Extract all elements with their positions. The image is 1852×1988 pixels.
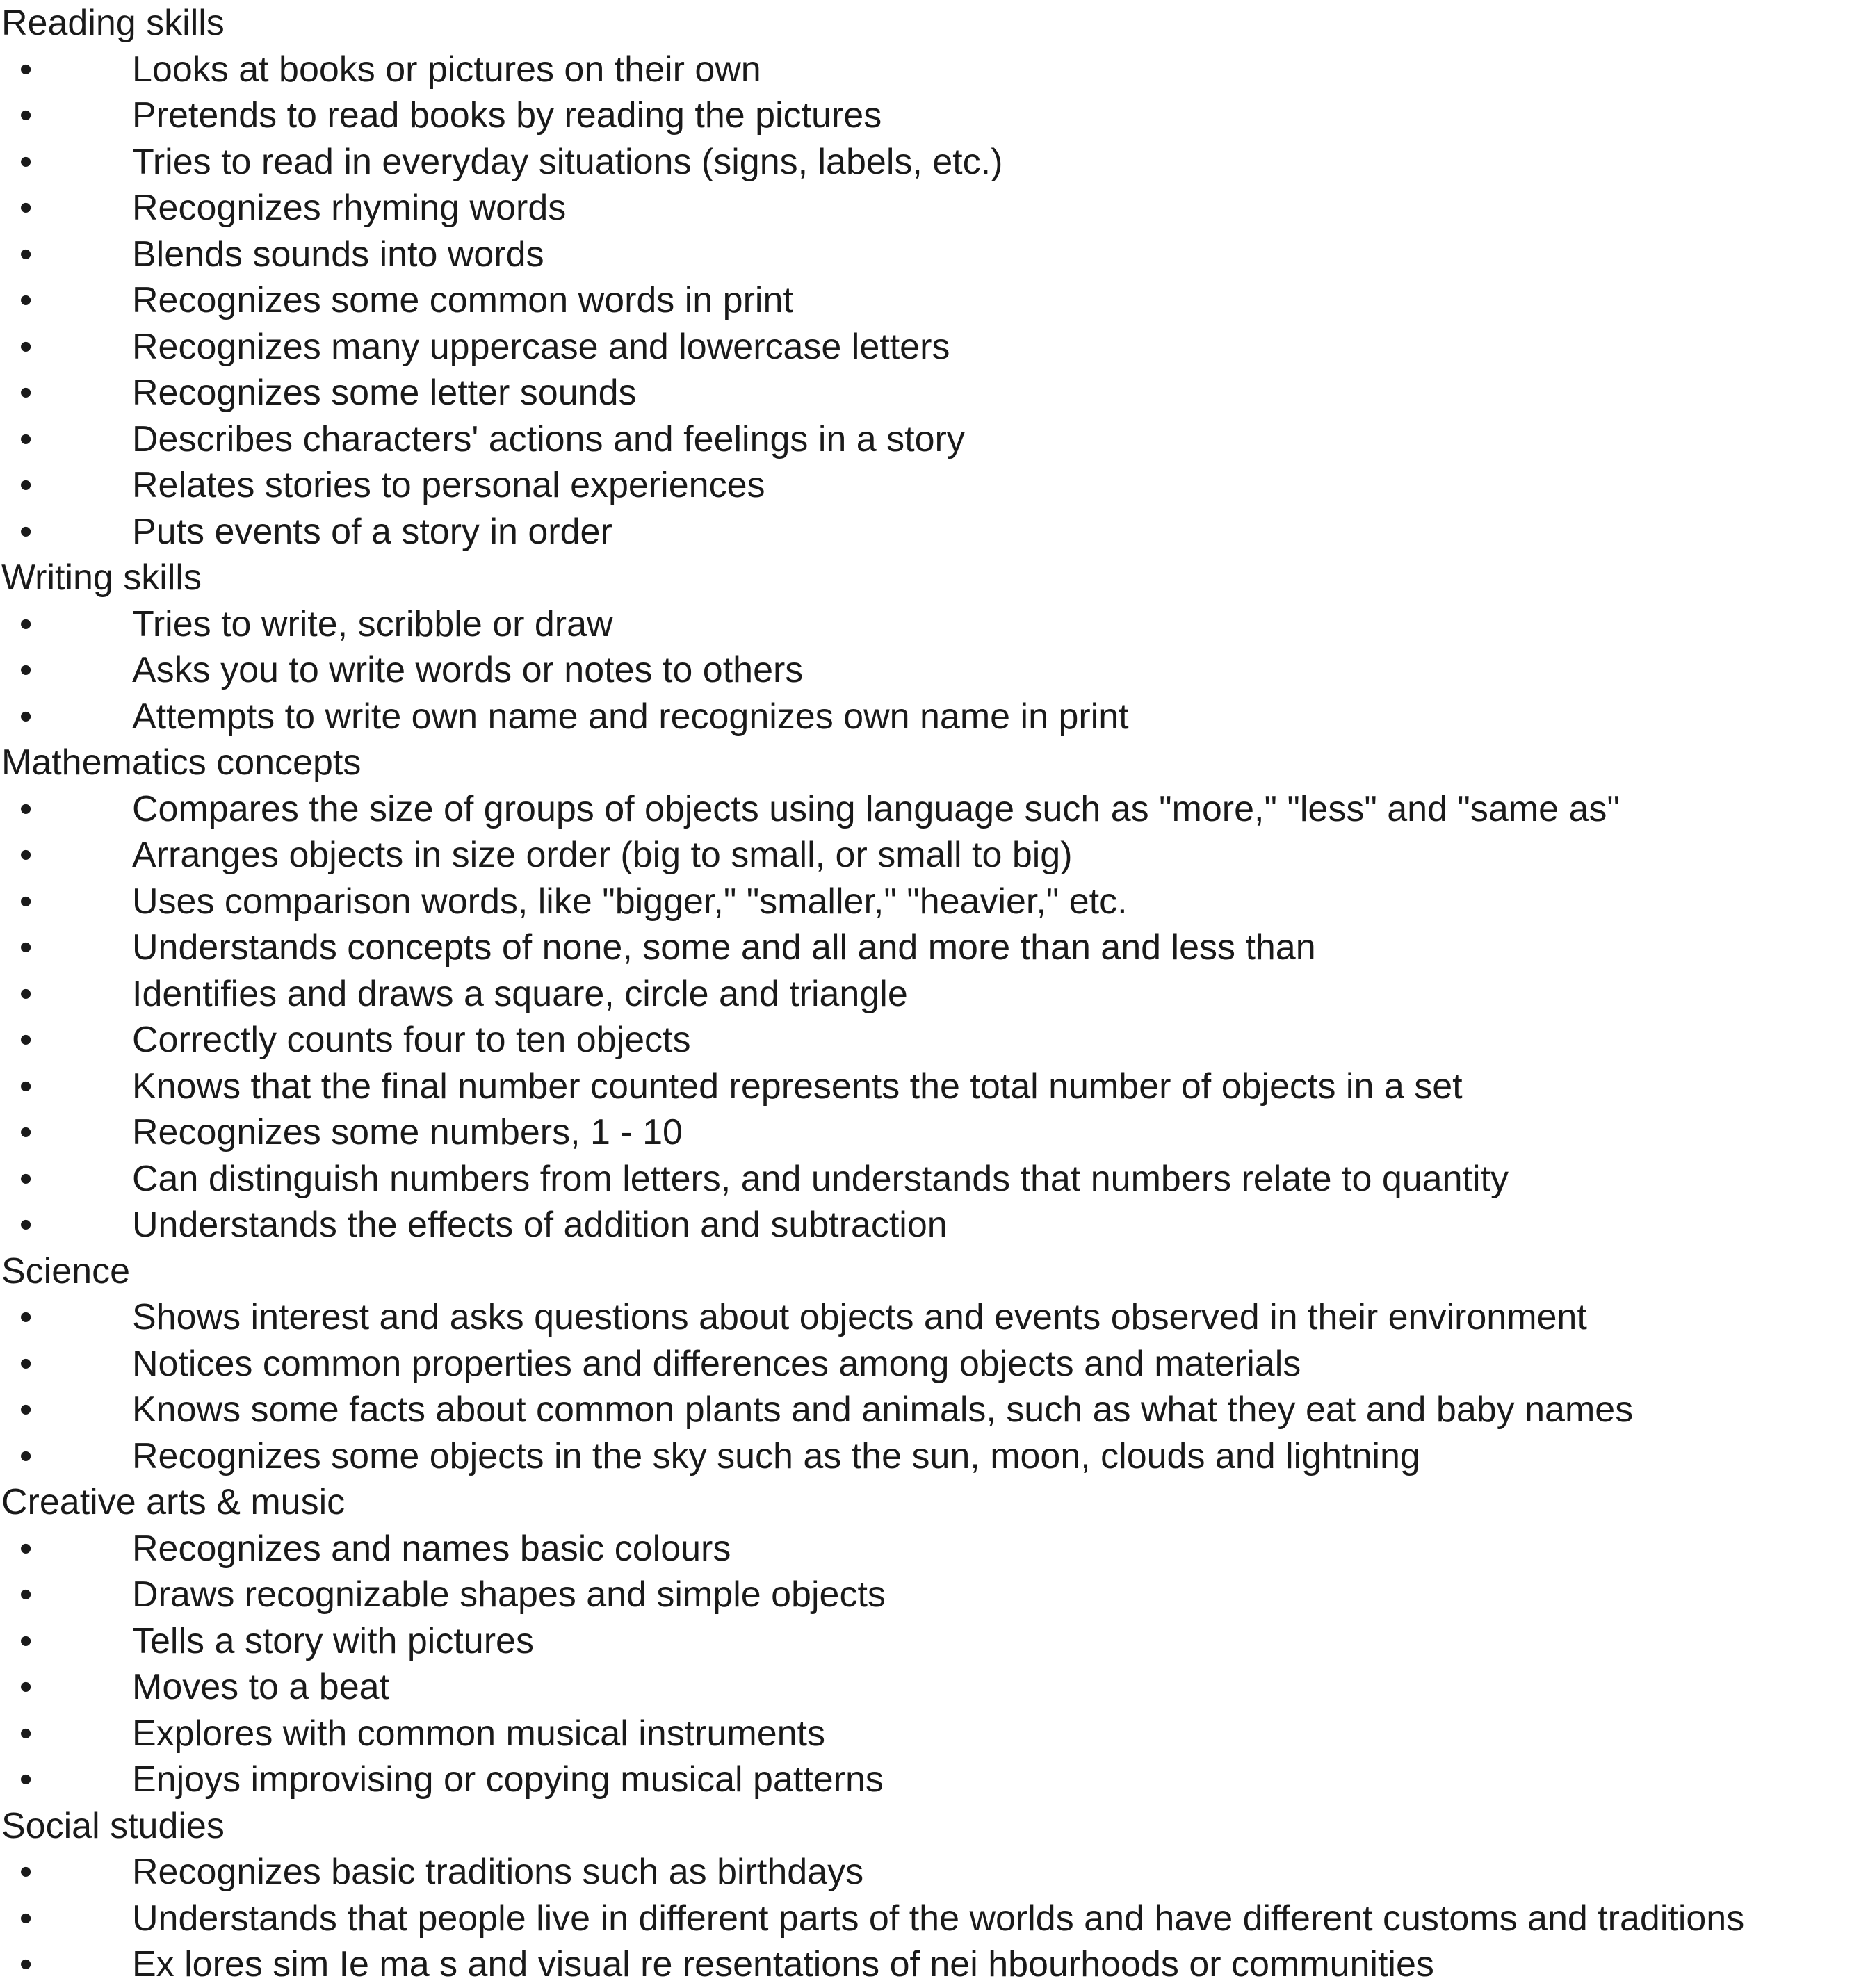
list-item-text: Shows interest and asks questions about objects and events observed in their environment [132,1297,1587,1337]
list-item-text: Explores with common musical instruments [132,1713,825,1754]
bullet-icon: • [19,1205,33,1245]
bullet-icon: • [19,1435,33,1476]
list-item-text: Understands the effects of addition and subtraction [132,1205,948,1245]
section-heading: Reading skills [1,3,225,43]
list-item-text: Recognizes some letter sounds [132,373,637,413]
list-item-text: Enjoys improvising or copying musical patterns [132,1759,884,1800]
section-heading: Mathematics concepts [1,742,362,783]
list-item-text: Recognizes some common words in print [132,280,793,320]
list-item-text: Uses comparison words, like "bigger," "smaller," "heavier," etc. [132,881,1128,922]
list-item-text: Knows some facts about common plants and animals, such as what they eat and baby names [132,1390,1634,1430]
bullet-icon: • [19,280,33,320]
list-item-text: Tries to read in everyday situations (signs, labels, etc.) [132,141,1003,182]
list-item-text: Understands concepts of none, some and all and more than and less than [132,927,1316,968]
list-item-text: Compares the size of groups of objects using language such as "more," "less" and "same as" [132,788,1620,829]
bullet-icon: • [19,1852,33,1892]
bullet-icon: • [19,835,33,875]
list-item-text: Relates stories to personal experiences [132,465,765,505]
list-item-text: Recognizes some objects in the sky such as the sun, moon, clouds and lightning [132,1435,1420,1476]
bullet-icon: • [19,1528,33,1569]
list-item-text: Identifies and draws a square, circle and triangle [132,973,908,1014]
bullet-icon: • [19,1112,33,1152]
bullet-icon: • [19,188,33,228]
list-item-text: Attempts to write own name and recognizes own name in print [132,696,1129,737]
list-item-text: Recognizes some numbers, 1 - 10 [132,1112,683,1152]
bullet-icon: • [19,1297,33,1337]
list-item-text: Correctly counts four to ten objects [132,1020,691,1060]
section-heading: Creative arts & music [1,1482,346,1522]
list-item-text: Understands that people live in different parts of the worlds and have different customs and traditions [132,1898,1745,1939]
list-item-text: Moves to a beat [132,1667,389,1707]
bullet-icon: • [19,1158,33,1199]
bullet-icon: • [19,1620,33,1661]
bullet-icon: • [19,234,33,275]
list-item-text: Asks you to write words or notes to others [132,650,804,690]
list-item-text: Ex lores sim Ie ma s and visual re resentations of nei hbourhoods or communities [132,1944,1434,1985]
section-heading: Science [1,1250,130,1292]
list-item-text: Can distinguish numbers from letters, and understands that numbers relate to quantity [132,1158,1509,1199]
bullet-icon: • [19,95,33,136]
bullet-icon: • [19,1713,33,1754]
bullet-icon: • [19,927,33,968]
list-item-text: Describes characters' actions and feelings in a story [132,418,965,459]
bullet-icon: • [19,141,33,182]
bullet-icon: • [19,1020,33,1060]
list-item-text: Blends sounds into words [132,234,544,275]
section-heading: Writing skills [1,557,202,598]
list-item-text: Recognizes rhyming words [132,188,567,228]
list-item-text: Pretends to read books by reading the pictures [132,95,882,136]
bullet-icon: • [19,465,33,505]
list-item-text: Tries to write, scribble or draw [132,603,613,644]
bullet-icon: • [19,650,33,690]
list-item-text: Recognizes many uppercase and lowercase letters [132,326,950,367]
list-item-text: Notices common properties and differences among objects and materials [132,1343,1301,1384]
bullet-icon: • [19,326,33,367]
list-item-text: Recognizes basic traditions such as birthdays [132,1852,864,1892]
bullet-icon: • [19,511,33,552]
list-item-text: Looks at books or pictures on their own [132,49,761,90]
list-item-text: Tells a story with pictures [132,1620,534,1661]
bullet-icon: • [19,418,33,459]
bullet-icon: • [19,881,33,922]
bullet-icon: • [19,1574,33,1615]
list-item-text: Arranges objects in size order (big to small, or small to big) [132,835,1073,875]
bullet-icon: • [19,696,33,737]
bullet-icon: • [19,973,33,1014]
bullet-icon: • [19,1898,33,1939]
section-heading: Social studies [1,1805,225,1846]
list-item-text: Puts events of a story in order [132,511,612,552]
bullet-icon: • [19,788,33,829]
bullet-icon: • [19,603,33,644]
bullet-icon: • [19,1759,33,1800]
list-item-text: Draws recognizable shapes and simple objects [132,1574,886,1615]
list-item-text: Recognizes and names basic colours [132,1528,731,1569]
bullet-icon: • [19,373,33,413]
bullet-icon: • [19,1667,33,1707]
bullet-icon: • [19,1944,33,1985]
bullet-icon: • [19,1390,33,1430]
bullet-icon: • [19,1066,33,1107]
bullet-icon: • [19,49,33,90]
bullet-icon: • [19,1343,33,1384]
list-item-text: Knows that the final number counted represents the total number of objects in a set [132,1066,1463,1107]
